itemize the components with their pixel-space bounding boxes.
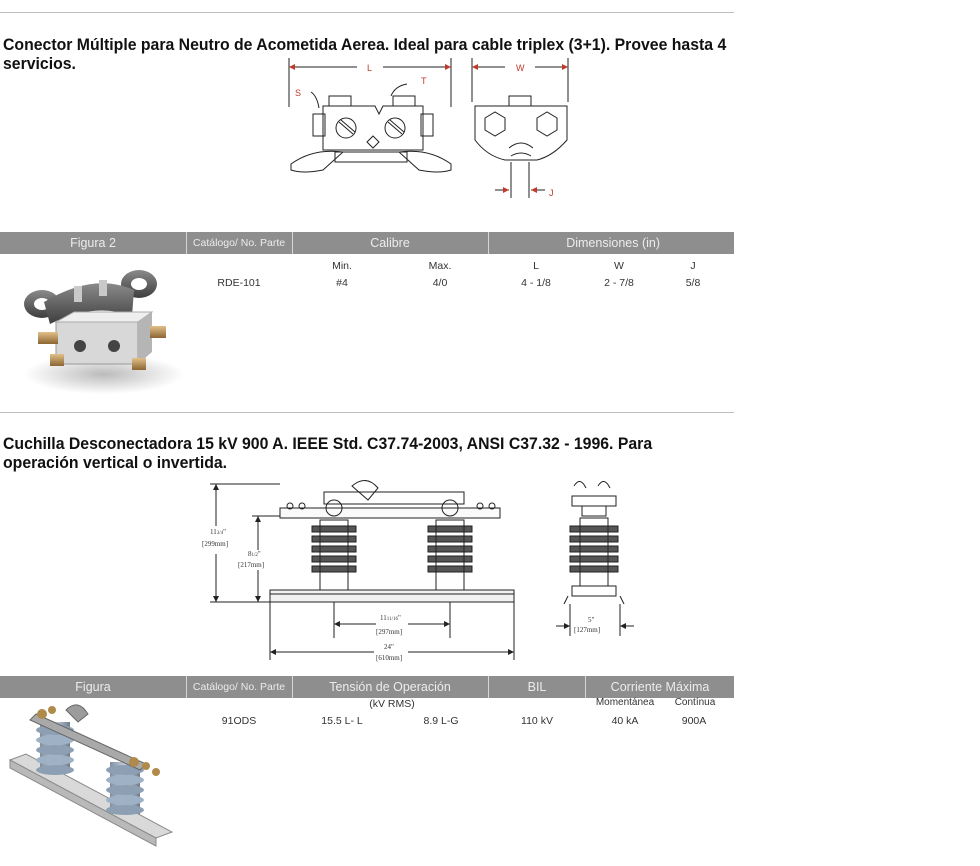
label-J: J (549, 188, 554, 198)
table2-header (0, 676, 734, 698)
header-calibre: Calibre (370, 236, 410, 250)
dim-h1-unit: " (223, 528, 226, 536)
label-W: W (516, 63, 525, 73)
dim-h2-unit: " (257, 550, 261, 558)
dim-h2-frac: 1/2 (251, 553, 258, 558)
switch-drawing (200, 474, 640, 666)
dim-w3-mm: [127mm] (574, 626, 601, 634)
header2-catalogo: Catálogo/ No. Parte (192, 681, 286, 693)
dim-h1-mm: [299mm] (202, 540, 229, 548)
subheader2-momentanea: Momentánea (595, 697, 655, 708)
dim-h2-mm: [217mm] (238, 561, 265, 569)
dim-h2-num: 8 (248, 550, 252, 558)
dim-h1-frac: 3/4 (216, 531, 224, 536)
subheader2-kv: (kV RMS) (369, 698, 415, 710)
subheader-W: W (614, 260, 624, 272)
row2-momentanea: 40 kA (611, 715, 639, 727)
connector-drawing (283, 52, 578, 200)
row-max: 4/0 (432, 277, 448, 289)
subheader-J: J (690, 260, 696, 272)
row-catalogo: RDE-101 (217, 277, 261, 289)
header2-bil: BIL (527, 680, 547, 694)
dim-w1-frac: 11/16 (386, 617, 398, 622)
switch-photo (6, 700, 178, 860)
row-min: #4 (336, 277, 348, 289)
table1-header (0, 232, 734, 254)
dim-w2-mm: [610mm] (376, 654, 403, 662)
dim-w2: 24" (384, 643, 394, 651)
header-dimensiones: Dimensiones (in) (566, 236, 660, 250)
row2-continua: 900A (681, 715, 707, 727)
row2-catalogo: 91ODS (221, 715, 257, 727)
label-S: S (295, 88, 302, 98)
label-T: T (421, 76, 427, 86)
dim-h1-num: 11 (210, 528, 217, 536)
header-figura: Figura 2 (70, 236, 116, 250)
dim-w3: 5" (588, 616, 595, 624)
header2-tension: Tensión de Operación (329, 680, 451, 694)
section-divider (0, 412, 734, 413)
subheader2-continua: Contínua (674, 697, 716, 708)
dim-w1-num: 11 (380, 614, 387, 622)
header-catalogo: Catálogo/ No. Parte (192, 237, 286, 249)
section2-title: Cuchilla Desconectadora 15 kV 900 A. IEEE Std. C37.74-2003, ANSI C37.32 - 1996. Para operación vertical o invertida. (3, 434, 653, 472)
row-J: 5/8 (685, 277, 701, 289)
subheader-max: Max. (428, 260, 452, 272)
header2-figura: Figura (75, 680, 111, 694)
row2-bil: 110 kV (521, 715, 553, 727)
header2-corriente: Corriente Máxima (610, 680, 710, 694)
row-W: 2 - 7/8 (604, 277, 634, 289)
subheader-L: L (533, 260, 539, 272)
svg-text:1111/16" (380, 614, 401, 622)
label-L: L (367, 63, 373, 73)
row-L: 4 - 1/8 (521, 277, 551, 289)
row2-ll: 15.5 L- L (321, 715, 363, 727)
row2-lg: 8.9 L-G (423, 715, 459, 727)
dim-w1-mm: [297mm] (376, 628, 403, 636)
section1-title: Conector Múltiple para Neutro de Acometida Aerea. Ideal para cable triplex (3+1). Provee hasta 4 servicios. (3, 35, 727, 73)
dim-w1-unit: " (397, 614, 401, 622)
top-divider (0, 12, 734, 13)
connector-photo (4, 262, 184, 396)
subheader-min: Min. (332, 260, 352, 272)
